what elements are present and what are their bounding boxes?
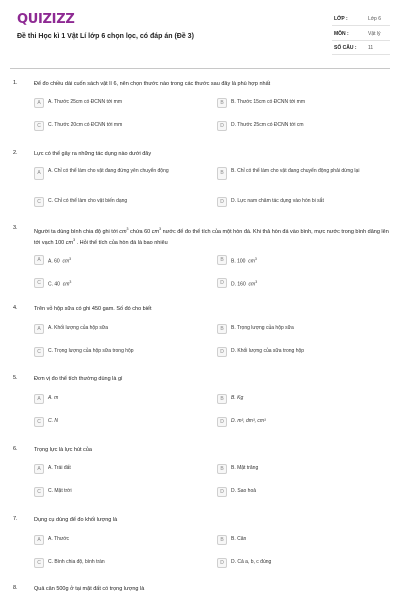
option-text: D. Lực nam châm tác dụng vào hòn bi sắt (231, 198, 324, 204)
option-text: C. Chỉ có thể làm cho vật biến dạng (48, 198, 128, 204)
option-text: C. Trọng lượng của hộp sữa trong hộp (48, 348, 134, 354)
question-number: 1. (13, 80, 18, 86)
option-letter-badge: A (34, 98, 44, 108)
option-letter-badge: A (34, 464, 44, 474)
question-number: 8. (13, 585, 18, 591)
option-text: C. N (48, 418, 58, 424)
meta-grade (332, 13, 390, 26)
option-text: B. Chỉ có thể làm cho vật đang chuyển động phải dừng lại (231, 168, 360, 174)
option-letter-badge: C (34, 347, 44, 357)
option-letter-badge: C (34, 278, 44, 288)
header-divider (10, 68, 390, 69)
meta-value: Lớp 6 (368, 16, 382, 22)
meta-question-count (332, 42, 390, 55)
question-number: 2. (13, 150, 18, 156)
question-text: Dụng cụ dùng để đo khối lượng là (34, 517, 118, 523)
option-letter-badge: A (34, 167, 44, 180)
option-text: B. Cân (231, 536, 247, 542)
option-letter-badge: C (34, 558, 44, 568)
option-letter-badge: C (34, 487, 44, 497)
question-number: 4. (13, 305, 18, 311)
question-text: Người ta dùng bình chia độ ghi tới $cm^3$ chứa 60 $cm^3$ nước để đo thể tích của một hòn đá. Khi thả hòn đá vào bình, mực nước trong bình dâng lên tới vạch 100 $cm^3$ . Hỏi thể tích của hòn đá là bao nhiêu (34, 227, 389, 246)
option-text: A. 60 $cm^3$ (48, 257, 72, 265)
option-text: B. Kg (231, 395, 244, 401)
option-letter-badge: B (217, 464, 227, 474)
question-number: 6. (13, 446, 18, 452)
question-number: 3. (13, 225, 18, 231)
option-letter-badge: B (217, 535, 227, 545)
option-letter-badge: B (217, 394, 227, 404)
meta-label: SỐ CÂU : (334, 45, 357, 51)
question-text: Quả cân 500g ở tại mặt đất có trọng lượng là (34, 586, 145, 592)
meta-value: 11 (368, 45, 374, 51)
option-letter-badge: D (217, 278, 227, 288)
option-text: D. Cả a, b, c đúng (231, 559, 272, 565)
option-text: C. 40 $cm^3$ (48, 280, 72, 288)
question-text: Đơn vị đo thể tích thường dùng là gì (34, 376, 123, 382)
option-letter-badge: C (34, 121, 44, 131)
page-title: Đề thi Học kì 1 Vật Lí lớp 6 chọn lọc, có đáp án (Đề 3) (17, 33, 194, 40)
page-header (0, 0, 400, 66)
question-text: Trên vỏ hộp sữa có ghi 450 gam. Số đó cho biết (34, 306, 152, 312)
question-text: Trọng lực là lực hút của (34, 447, 92, 453)
option-text: C. Thước 20cm có ĐCNN tới mm (48, 122, 123, 128)
option-text: A. Trái đất (48, 465, 71, 471)
meta-subject (332, 28, 390, 41)
quizizz-logo: QUIZIZZ (17, 12, 75, 27)
option-letter-badge: B (217, 324, 227, 334)
option-text: D. Sao hoả (231, 488, 257, 494)
option-letter-badge: B (217, 98, 227, 108)
meta-value: Vật lý (368, 31, 381, 37)
option-text: A. Chỉ có thể làm cho vật đang đứng yên chuyển động (48, 168, 169, 174)
option-letter-badge: D (217, 487, 227, 497)
option-letter-badge: C (34, 197, 44, 207)
option-text: A. Thước 25cm có ĐCNN tới mm (48, 99, 122, 105)
option-letter-badge: A (34, 394, 44, 404)
option-letter-badge: D (217, 417, 227, 427)
meta-label: MÔN : (334, 31, 349, 37)
option-letter-badge: A (34, 324, 44, 334)
option-text: A. Khối lượng của hộp sữa (48, 325, 109, 331)
option-text: D. 160 $cm^3$ (231, 280, 258, 288)
option-letter-badge: B (217, 167, 227, 180)
question-text: Để đo chiều dài cuốn sách vật lí 6, nên chọn thước nào trong các thước sau đây là phù hợp nhất (34, 81, 271, 87)
option-text: C. Mặt trời (48, 488, 72, 494)
question-number: 5. (13, 375, 18, 381)
option-letter-badge: D (217, 347, 227, 357)
question-number: 7. (13, 516, 18, 522)
option-letter-badge: D (217, 558, 227, 568)
option-letter-badge: B (217, 255, 227, 265)
option-letter-badge: A (34, 255, 44, 265)
option-letter-badge: C (34, 417, 44, 427)
option-text: A. Thước (48, 536, 69, 542)
option-letter-badge: A (34, 535, 44, 545)
meta-label: LỚP : (334, 16, 348, 22)
option-text: B. 100 $cm^3$ (231, 257, 257, 265)
option-text: D. Khối lượng của sữa trong hộp (231, 348, 305, 354)
option-text: D. m³, dm³, cm³ (231, 418, 266, 424)
option-text: D. Thước 25cm có ĐCNN tới cm (231, 122, 304, 128)
option-letter-badge: D (217, 121, 227, 131)
option-text: B. Thước 15cm có ĐCNN tới mm (231, 99, 305, 105)
option-letter-badge: D (217, 197, 227, 207)
option-text: C. Bình chia độ, bình tràn (48, 559, 105, 565)
question-text: Lực có thể gây ra những tác dụng nào dưới đây (34, 151, 152, 157)
option-text: B. Mặt trăng (231, 465, 259, 471)
option-text: A. m (48, 395, 59, 401)
option-text: B. Trọng lượng của hộp sữa (231, 325, 294, 331)
